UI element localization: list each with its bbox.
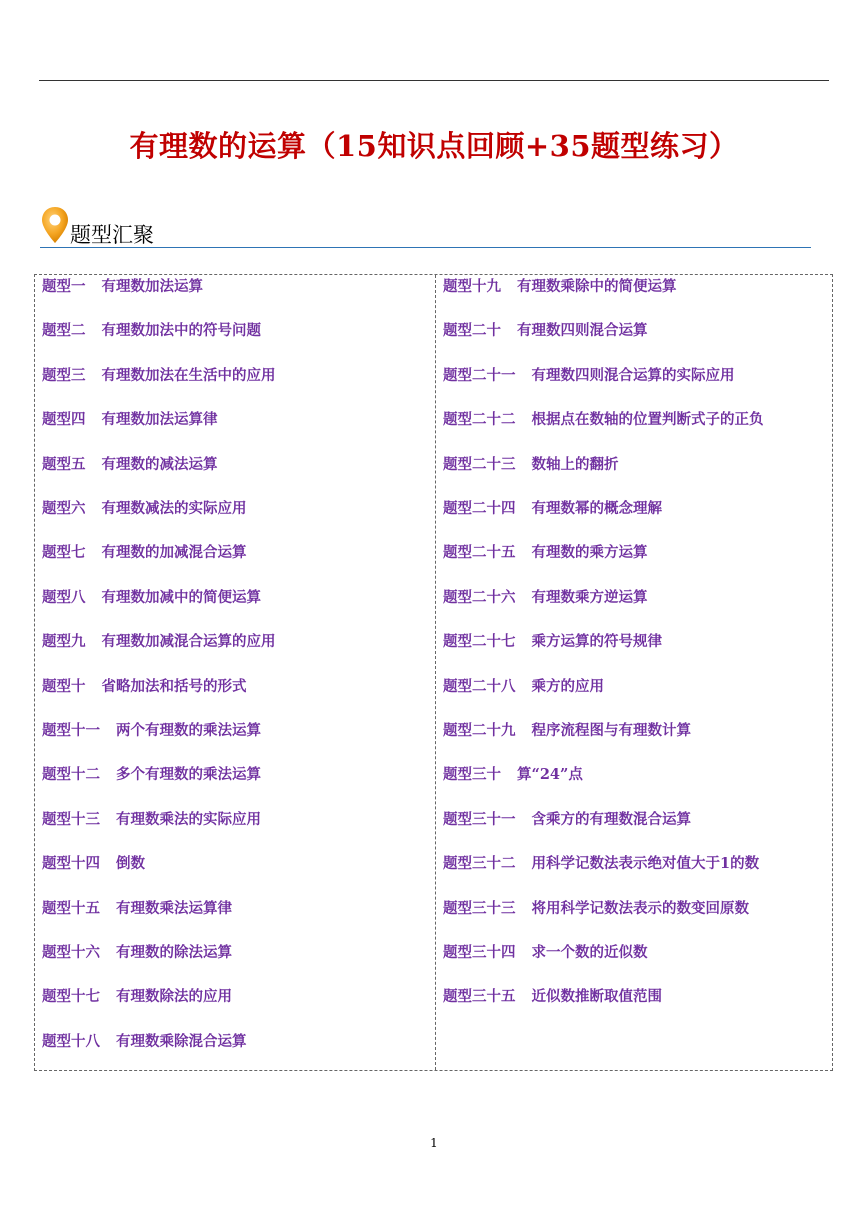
toc-item-title: 求一个数的近似数 [531, 944, 648, 961]
toc-item-title: 有理数四则混合运算的实际应用 [531, 366, 735, 384]
toc-item-number: 题型五 [42, 455, 86, 473]
toc-item-title: 有理数乘除混合运算 [116, 1032, 247, 1050]
toc-item-number: 题型三十二 [443, 855, 516, 873]
toc-item-number: 题型二十五 [443, 544, 516, 562]
toc-item-title: 有理数乘方逆运算 [531, 588, 648, 606]
toc-item-number: 题型二十二 [443, 411, 516, 429]
toc-item-number: 题型十五 [42, 899, 100, 917]
toc-item-number: 题型十三 [42, 810, 100, 828]
toc-item-title: 有理数加减中的简便运算 [101, 588, 261, 606]
toc-item-number: 题型二十 [443, 322, 501, 340]
toc-item-number: 题型八 [42, 588, 86, 606]
toc-item[interactable] [42, 853, 145, 875]
toc-table [34, 274, 833, 1071]
toc-item[interactable] [443, 542, 648, 564]
toc-item-title: 有理数幂的概念理解 [531, 500, 662, 517]
toc-item[interactable] [42, 365, 276, 387]
toc-item-number: 题型六 [42, 500, 86, 517]
toc-item[interactable] [443, 809, 691, 831]
toc-item[interactable] [42, 542, 247, 564]
toc-item[interactable] [443, 942, 648, 964]
toc-item[interactable] [42, 320, 261, 342]
toc-item-number: 题型二十八 [443, 677, 516, 695]
toc-item-number: 题型十七 [42, 988, 100, 1006]
toc-item[interactable] [443, 409, 764, 431]
toc-item[interactable] [443, 365, 735, 387]
section-header [40, 203, 811, 248]
toc-item-title: 有理数四则混合运算 [517, 322, 648, 340]
toc-item-title: 算“24”点 [517, 766, 583, 784]
toc-item[interactable] [42, 631, 276, 653]
toc-item[interactable] [443, 676, 604, 698]
toc-item[interactable] [42, 498, 247, 520]
toc-item-number: 题型十八 [42, 1032, 100, 1050]
toc-item[interactable] [443, 764, 583, 786]
toc-item-title: 乘方的应用 [531, 677, 604, 695]
toc-item-title: 有理数加法运算 [101, 278, 203, 295]
header-rule [39, 80, 829, 81]
toc-item-number: 题型四 [42, 411, 86, 429]
toc-item-number: 题型三十四 [443, 944, 516, 961]
toc-item[interactable] [42, 942, 232, 964]
toc-item[interactable] [42, 587, 261, 609]
toc-item-title: 乘方运算的符号规律 [531, 633, 662, 651]
toc-item-number: 题型三十五 [443, 988, 516, 1006]
toc-item-number: 题型九 [42, 633, 86, 651]
toc-item[interactable] [443, 276, 677, 298]
toc-item[interactable] [42, 898, 232, 920]
toc-item-title: 有理数的加减混合运算 [101, 544, 247, 562]
toc-column-divider [435, 275, 436, 1070]
toc-item-title: 有理数加法运算律 [101, 411, 218, 429]
toc-item-number: 题型二十四 [443, 500, 516, 517]
toc-item-number: 题型二 [42, 322, 86, 340]
toc-item[interactable] [443, 587, 648, 609]
toc-item-number: 题型三 [42, 366, 86, 384]
toc-item[interactable] [443, 853, 759, 875]
toc-item-number: 题型二十六 [443, 588, 516, 606]
toc-item-title: 省略加法和括号的形式 [101, 677, 247, 695]
toc-item-number: 题型十九 [443, 278, 501, 295]
toc-item-title: 含乘方的有理数混合运算 [531, 810, 691, 828]
toc-item-number: 题型一 [42, 278, 86, 295]
toc-item-number: 题型二十九 [443, 722, 516, 739]
toc-item[interactable] [443, 986, 662, 1008]
toc-item-title: 有理数的除法运算 [116, 944, 232, 961]
map-pin-icon [40, 205, 70, 245]
toc-item-title: 有理数乘法的实际应用 [116, 810, 261, 828]
toc-item-number: 题型三十 [443, 766, 501, 784]
toc-item-title: 有理数的乘方运算 [531, 544, 648, 562]
toc-item-number: 题型七 [42, 544, 86, 562]
toc-item-title: 有理数乘除中的简便运算 [517, 278, 677, 295]
toc-item-title: 近似数推断取值范围 [531, 988, 662, 1006]
toc-item[interactable] [42, 409, 218, 431]
toc-item-title: 有理数乘法运算律 [116, 899, 232, 917]
toc-item[interactable] [42, 1031, 247, 1053]
toc-item-number: 题型十 [42, 677, 86, 695]
toc-item[interactable] [443, 898, 749, 920]
toc-item-number: 题型二十一 [443, 366, 516, 384]
toc-item-number: 题型二十七 [443, 633, 516, 651]
toc-item-title: 根据点在数轴的位置判断式子的正负 [531, 411, 764, 429]
toc-item-number: 题型二十三 [443, 455, 516, 473]
toc-item[interactable] [42, 764, 261, 786]
toc-item-title: 倒数 [116, 855, 145, 873]
toc-item-title: 多个有理数的乘法运算 [116, 766, 261, 784]
toc-item[interactable] [42, 809, 261, 831]
section-title: 题型汇聚 [70, 223, 154, 247]
toc-item-number: 题型十六 [42, 944, 100, 961]
toc-item-title: 用科学记数法表示绝对值大于1的数 [531, 855, 760, 873]
toc-item-title: 程序流程图与有理数计算 [531, 722, 691, 739]
toc-item[interactable] [443, 320, 648, 342]
toc-item-title: 有理数加法在生活中的应用 [101, 366, 276, 384]
toc-item-number: 题型十一 [42, 722, 100, 739]
toc-item-title: 有理数加减混合运算的应用 [101, 633, 276, 651]
toc-item-number: 题型十四 [42, 855, 100, 873]
toc-item[interactable] [42, 454, 218, 476]
toc-item-title: 有理数减法的实际应用 [101, 500, 247, 517]
toc-item-number: 题型三十一 [443, 810, 516, 828]
toc-item-title: 有理数的减法运算 [101, 455, 218, 473]
toc-item-number: 题型三十三 [443, 899, 516, 917]
toc-item-title: 有理数加法中的符号问题 [101, 322, 261, 340]
toc-item[interactable] [42, 676, 247, 698]
toc-item-title: 将用科学记数法表示的数变回原数 [531, 899, 749, 917]
toc-item[interactable] [443, 498, 662, 520]
toc-item-title: 数轴上的翻折 [531, 455, 619, 473]
document-title: 有理数的运算（15知识点回顾+35题型练习） [129, 129, 739, 163]
toc-item[interactable] [42, 720, 261, 742]
toc-item[interactable] [443, 454, 619, 476]
page-number: 1 [430, 1136, 438, 1150]
toc-item[interactable] [42, 986, 232, 1008]
toc-item[interactable] [443, 631, 662, 653]
toc-item[interactable] [42, 276, 203, 298]
toc-item-title: 两个有理数的乘法运算 [116, 722, 261, 739]
toc-item-number: 题型十二 [42, 766, 100, 784]
toc-item-title: 有理数除法的应用 [116, 988, 232, 1006]
toc-item[interactable] [443, 720, 691, 742]
